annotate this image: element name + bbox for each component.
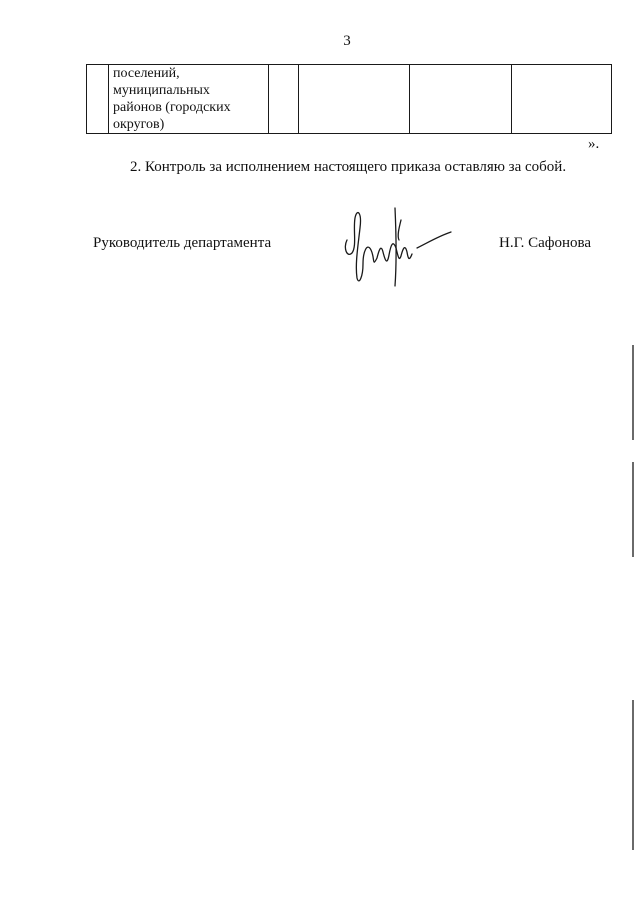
cell-text-line: муниципальных: [113, 83, 210, 98]
scan-edge-artifact: [632, 345, 634, 440]
table-cell: [410, 65, 512, 134]
cell-text-line: поселений,: [113, 66, 180, 81]
table-cell: [87, 65, 109, 134]
table-row: [87, 65, 612, 134]
closing-quote: ».: [588, 136, 600, 152]
signatory-name: Н.Г. Сафонова: [499, 235, 592, 251]
table-cell: [109, 65, 269, 134]
document-table: [86, 64, 612, 134]
handwritten-signature: [335, 200, 455, 290]
order-paragraph: 2. Контроль за исполнением настоящего приказа оставляю за собой.: [130, 159, 567, 175]
table-cell: [269, 65, 299, 134]
scan-edge-artifact: [632, 700, 634, 850]
table-cell: [299, 65, 410, 134]
table-cell: [512, 65, 612, 134]
cell-text: [109, 65, 268, 133]
signatory-position: Руководитель департамента: [93, 235, 272, 251]
cell-text-line: округов): [113, 117, 165, 132]
scan-edge-artifact: [632, 462, 634, 557]
cell-text-line: районов (городских: [113, 100, 231, 115]
page-number: 3: [343, 33, 351, 49]
